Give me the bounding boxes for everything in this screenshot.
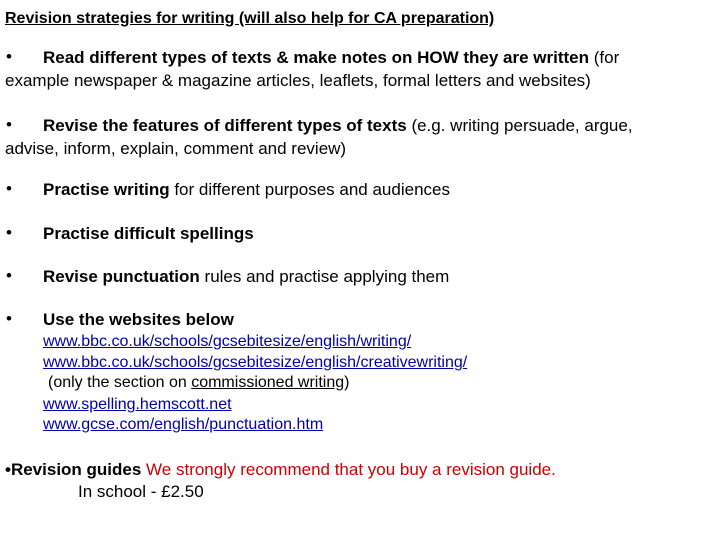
item-bold: Read different types of texts & make notes on HOW they are written [43,48,590,67]
item-bold: Practise difficult spellings [43,224,254,243]
list-item [43,179,450,200]
link-gcse-punctuation[interactable]: www.gcse.com/english/punctuation.htm [43,416,324,433]
item-rest: (e.g. writing persuade, argue, [406,116,633,135]
revision-guides-price: In school - £2.50 [78,482,204,501]
link-bbc-creativewriting[interactable]: www.bbc.co.uk/schools/gcsebitesize/english/creativewriting/ [43,354,468,371]
item-bold: Revise punctuation [43,267,200,286]
item-continuation: advise, inform, explain, comment and review) [5,139,347,158]
list-item [43,309,234,330]
link-note-before: (only the section on [48,374,192,391]
link-note-underlined: commissioned writing [191,374,345,391]
bullet-icon: • [6,179,12,198]
bullet-icon: • [6,115,12,134]
item-rest: for different purposes and audiences [169,180,450,199]
revision-guides-label: •Revision guides [5,460,142,479]
revision-guides-line [5,459,556,480]
link-bbc-writing[interactable]: www.bbc.co.uk/schools/gcsebitesize/english/writing/ [43,333,412,350]
link-note [48,373,349,393]
list-item [43,266,449,287]
item-continuation: example newspaper & magazine articles, leaflets, formal letters and websites) [5,71,591,90]
item-rest: rules and practise applying them [199,267,450,286]
list-item [43,223,254,244]
list-item [43,47,619,68]
bullet-icon: • [6,309,12,328]
list-item [43,115,633,136]
bullet-icon: • [6,223,12,242]
bullet-icon: • [6,266,12,285]
revision-guides-recommendation: We strongly recommend that you buy a revision guide. [141,460,556,479]
page-title: Revision strategies for writing (will also help for CA preparation) [5,10,495,27]
bullet-icon: • [6,47,12,66]
item-rest: (for [589,48,620,67]
item-bold: Revise the features of different types of texts [43,116,407,135]
link-spelling[interactable]: www.spelling.hemscott.net [43,396,232,413]
item-bold: Use the websites below [43,310,234,329]
item-bold: Practise writing [43,180,170,199]
link-note-after: ) [344,374,350,391]
